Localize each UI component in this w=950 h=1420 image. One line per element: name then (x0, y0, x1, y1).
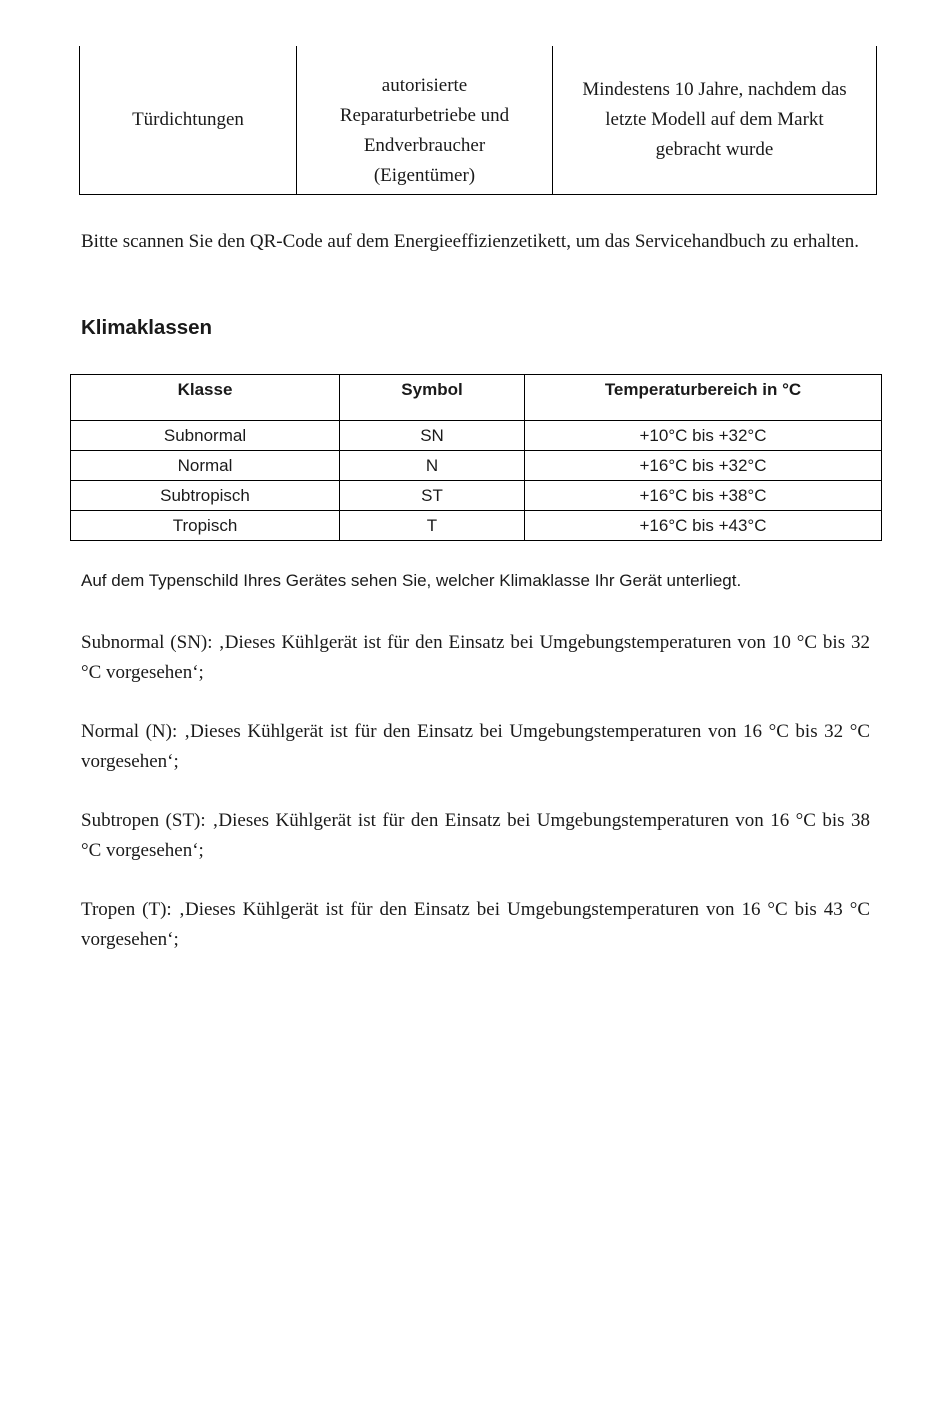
symbol-cell: ST (340, 481, 525, 511)
part-cell (80, 46, 297, 195)
symbol-cell: SN (340, 421, 525, 451)
table-row (71, 511, 882, 541)
table-row (71, 451, 882, 481)
table-row (71, 421, 882, 451)
duration-line: Mindestens 10 Jahre, nachdem das (582, 79, 847, 100)
spare-parts-table-continuation (79, 46, 877, 195)
qr-code-paragraph: Bitte scannen Sie den QR-Code auf dem Energieeffizienzetikett, um das Servicehandbuch zu erhalten. (81, 231, 860, 252)
symbol-cell: T (340, 511, 525, 541)
temperature-cell: +16°C bis +38°C (525, 481, 882, 511)
column-header-class: Klasse (71, 375, 340, 421)
class-cell: Normal (71, 451, 340, 481)
class-description-normal: Normal (N): ‚Dieses Kühlgerät ist für den Einsatz bei Umgebungstemperaturen von 16 °C bis 32 °C vorgesehen‘; (81, 721, 870, 772)
recipients-line: (Eigentümer) (373, 165, 476, 186)
climate-class-table (70, 374, 882, 541)
duration-cell (553, 46, 877, 195)
column-header-symbol: Symbol (340, 375, 525, 421)
duration-line: letzte Modell auf dem Markt (605, 109, 824, 130)
type-plate-note: Auf dem Typenschild Ihres Gerätes sehen Sie, welcher Klimaklasse Ihr Gerät unterliegt. (81, 571, 742, 590)
class-cell: Tropisch (71, 511, 340, 541)
table-row (71, 481, 882, 511)
column-header-temperature: Temperaturbereich in °C (525, 375, 882, 421)
part-name: Türdichtungen (132, 109, 244, 130)
section-heading: Klimaklassen (81, 316, 213, 339)
table-header-row (71, 375, 882, 421)
class-cell: Subnormal (71, 421, 340, 451)
duration-line: gebracht wurde (655, 139, 774, 160)
temperature-cell: +10°C bis +32°C (525, 421, 882, 451)
class-description-subnormal: Subnormal (SN): ‚Dieses Kühlgerät ist für den Einsatz bei Umgebungstemperaturen von 10 °C bis 32 °C vorgesehen‘; (81, 632, 870, 683)
symbol-cell: N (340, 451, 525, 481)
class-description-tropical: Tropen (T): ‚Dieses Kühlgerät ist für den Einsatz bei Umgebungstemperaturen von 16 °C bis 43 °C vorgesehen‘; (81, 899, 870, 950)
class-cell: Subtropisch (71, 481, 340, 511)
temperature-cell: +16°C bis +32°C (525, 451, 882, 481)
recipients-line: autorisierte (381, 75, 468, 96)
class-description-subtropical: Subtropen (ST): ‚Dieses Kühlgerät ist für den Einsatz bei Umgebungstemperaturen von 16 °C bis 38 °C vorgesehen‘; (81, 810, 870, 861)
recipients-line: Endverbraucher (363, 135, 486, 156)
table-row (80, 46, 877, 195)
recipients-cell (297, 46, 553, 195)
recipients-line: Reparaturbetriebe und (339, 105, 510, 126)
temperature-cell: +16°C bis +43°C (525, 511, 882, 541)
